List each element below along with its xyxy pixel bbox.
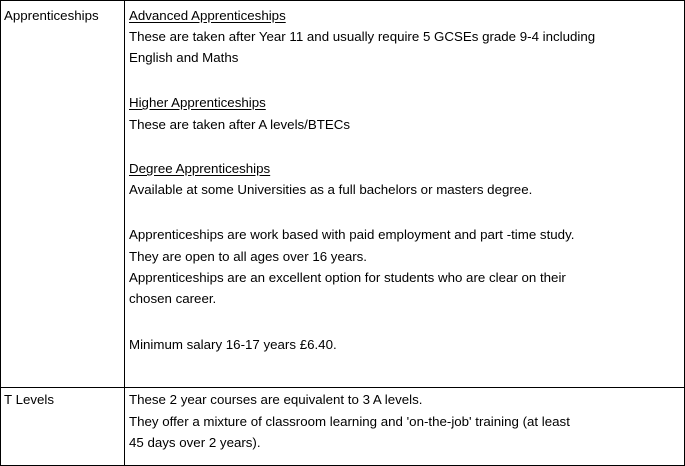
section-heading-higher: Higher Apprenticeships [129, 95, 266, 110]
column-divider [124, 0, 125, 466]
row-divider [0, 387, 685, 388]
advanced-line-1: These are taken after Year 11 and usually require 5 GCSEs grade 9-4 including [129, 29, 596, 44]
degree-line-1: Available at some Universities as a full bachelors or masters degree. [129, 182, 533, 197]
apprenticeship-para-line-2: They are open to all ages over 16 years. [129, 249, 368, 264]
advanced-line-2: English and Maths [129, 50, 239, 65]
row-label-t-levels: T Levels [4, 392, 55, 407]
t-levels-line-2: They offer a mixture of classroom learning and 'on-the-job' training (at least [129, 414, 570, 429]
apprenticeship-para-line-4: chosen career. [129, 291, 217, 306]
t-levels-line-1: These 2 year courses are equivalent to 3 A levels. [129, 392, 423, 407]
minimum-salary: Minimum salary 16-17 years £6.40. [129, 337, 337, 352]
section-heading-advanced: Advanced Apprenticeships [129, 8, 286, 23]
t-levels-line-3: 45 days over 2 years). [129, 435, 261, 450]
table-border-left [0, 0, 1, 466]
apprenticeship-para-line-3: Apprenticeships are an excellent option for students who are clear on their [129, 270, 566, 285]
higher-line-1: These are taken after A levels/BTECs [129, 117, 350, 132]
section-heading-degree: Degree Apprenticeships [129, 161, 271, 176]
apprenticeship-para-line-1: Apprenticeships are work based with paid employment and part -time study. [129, 227, 575, 242]
row-label-apprenticeships: Apprenticeships [4, 8, 99, 23]
table-border-top [0, 0, 685, 1]
